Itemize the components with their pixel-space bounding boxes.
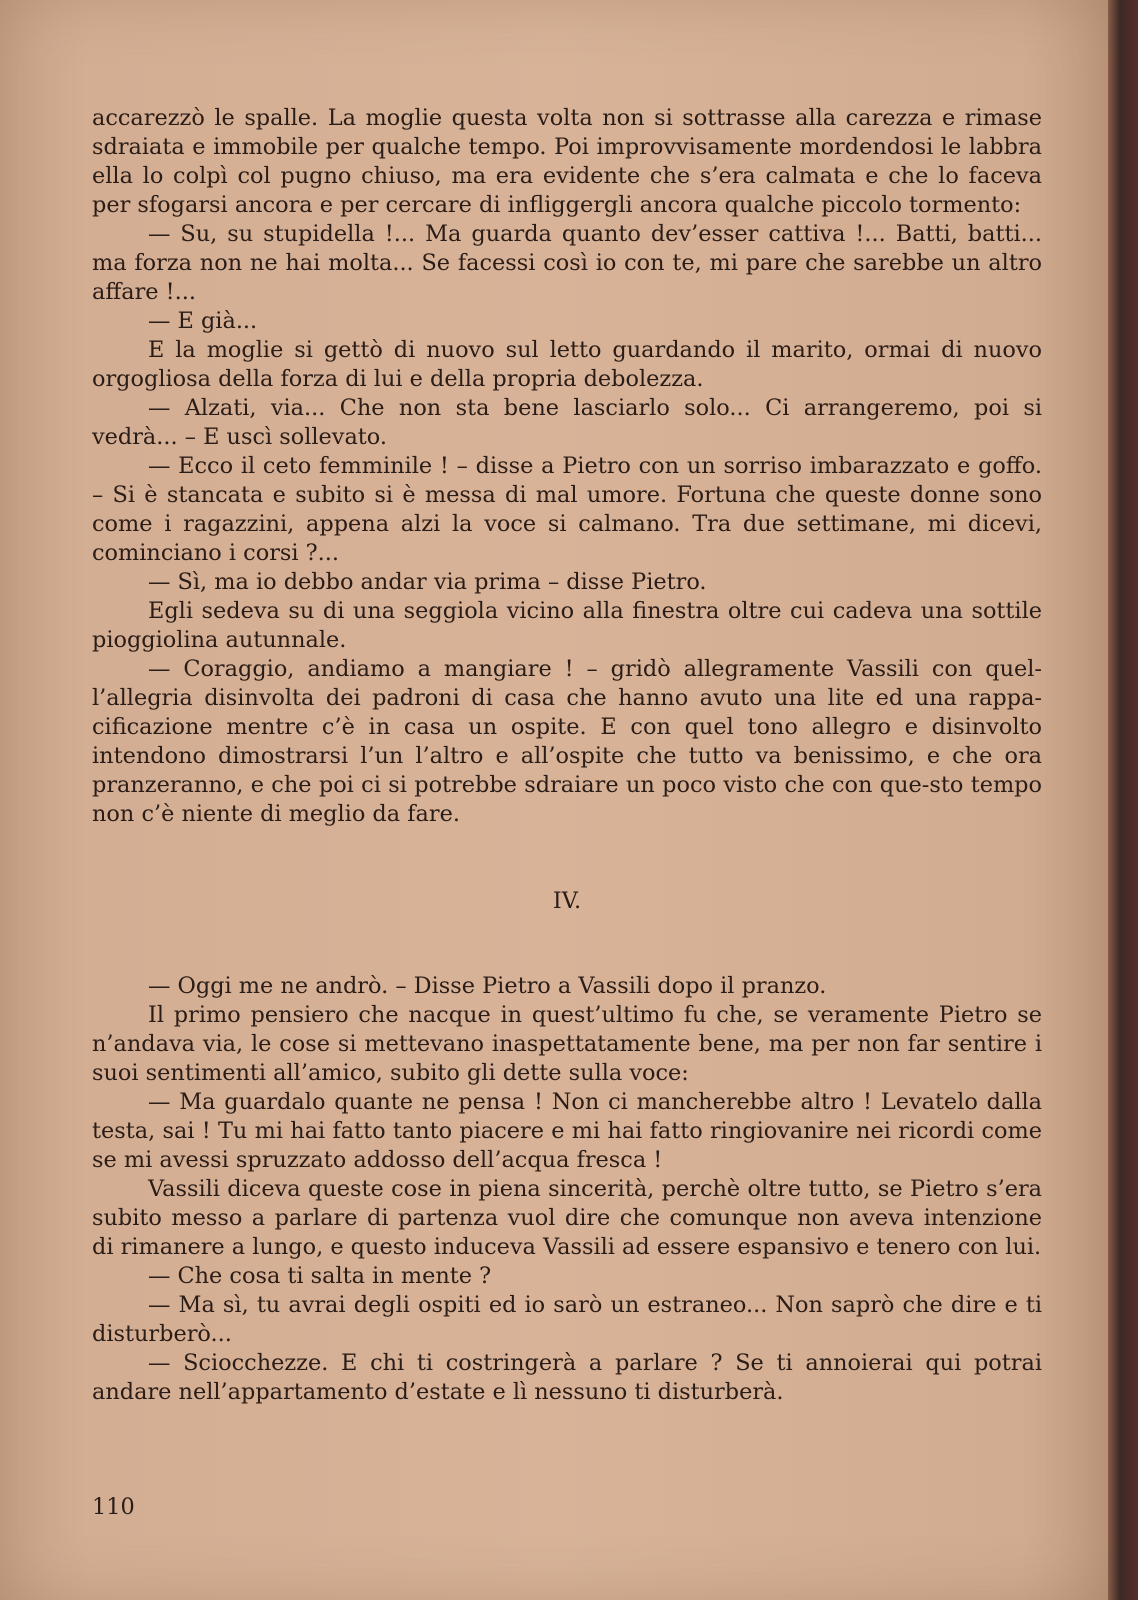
paragraph: accarezzò le spalle. La moglie questa volta non si sottrasse alla carezza e rimase sdraiata e immobile per qualche tempo. Poi improvvisamente mordendosi le labbra ella lo colpì col pugno chiuso, ma era evidente che s’era calmata e che lo faceva per sfogarsi ancora e per cercare di infliggergli ancora qualche piccolo tormento: <box>92 105 1042 218</box>
paragraph: E la moglie si gettò di nuovo sul letto guardando il marito, ormai di nuovo orgogliosa della forza di lui e della propria debolezza. <box>92 337 1042 392</box>
book-binding-edge <box>1108 0 1138 1600</box>
page-number: 110 <box>92 1494 135 1520</box>
paragraph: — Oggi me ne andrò. – Disse Pietro a Vassili dopo il pranzo. <box>148 973 827 999</box>
paragraph: — Su, su stupidella !... Ma guarda quanto dev’esser cattiva !... Batti, batti... ma forza non ne hai molta... Se facessi così io con te, mi pare che sarebbe un altro affare !... <box>92 221 1042 305</box>
chapter-heading: IV. <box>552 888 582 914</box>
paragraph: Egli sedeva su di una seggiola vicino alla finestra oltre cui cadeva una sottile pioggiolina autunnale. <box>92 598 1042 653</box>
paragraph: — Alzati, via... Che non sta bene lasciarlo solo... Ci arrangeremo, poi si vedrà... – E uscì sollevato. <box>92 395 1042 450</box>
paragraph: Vassili diceva queste cose in piena sincerità, perchè oltre tutto, se Pietro s’era subito messo a parlare di partenza vuol dire che comunque non aveva intenzione di rimanere a lungo, e questo induceva Vassili ad essere espansivo e tenero con lui. <box>92 1176 1042 1260</box>
paragraph: — Coraggio, andiamo a mangiare ! – gridò allegramente Vassili con quel-l’allegria disinvolta dei padroni di casa che hanno avuto una lite ed una rappa-cificazione mentre c’è in casa un ospite. E con quel tono allegro e disinvolto intendono dimostrarsi l’un l’altro e all’ospite che tutto va benissimo, e che ora pranzeranno, e che poi ci si potrebbe sdraiare un poco visto che con que-sto tempo non c’è niente di meglio da fare. <box>92 656 1042 827</box>
paragraph: — Ma guardalo quante ne pensa ! Non ci mancherebbe altro ! Levatelo dalla testa, sai ! Tu mi hai fatto tanto piacere e mi hai fatto ringiovanire nei ricordi come se mi avessi spruzzato addosso dell’acqua fresca ! <box>92 1089 1042 1173</box>
paragraph: — Sì, ma io debbo andar via prima – disse Pietro. <box>148 569 707 595</box>
paragraph: — E già... <box>148 308 258 334</box>
paragraph: — Ma sì, tu avrai degli ospiti ed io sarò un estraneo... Non saprò che dire e ti disturberò... <box>92 1292 1042 1347</box>
paragraph: — Ecco il ceto femminile ! – disse a Pietro con un sorriso imbarazzato e goffo. – Si è stancata e subito si è messa di mal umore. Fortuna che queste donne sono come i ragazzini, appena alzi la voce si calmano. Tra due settimane, mi dicevi, cominciano i corsi ?... <box>92 453 1042 566</box>
page-body <box>92 104 1042 1407</box>
paragraph: — Che cosa ti salta in mente ? <box>148 1263 492 1289</box>
paragraph: — Sciocchezze. E chi ti costringerà a parlare ? Se ti annoierai qui potrai andare nell’appartamento d’estate e lì nessuno ti disturberà. <box>92 1350 1042 1405</box>
paragraph: Il primo pensiero che nacque in quest’ultimo fu che, se veramente Pietro se n’andava via, le cose si mettevano inaspettatamente bene, ma per non far sentire i suoi sentimenti all’amico, subito gli dette sulla voce: <box>92 1002 1042 1086</box>
